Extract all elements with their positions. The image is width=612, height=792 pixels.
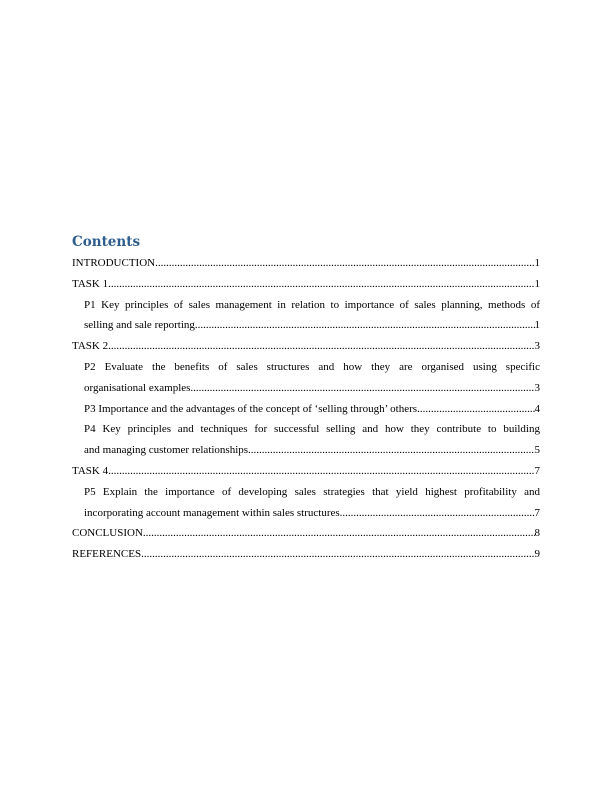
toc-entry-label: organisational examples: [84, 381, 191, 394]
toc-entry-task-1[interactable]: [72, 274, 540, 295]
toc-page-number: 1: [534, 277, 540, 290]
toc-entry-first-line: P5 Explain the importance of developing sales strategies that yield highest profitability and: [84, 485, 540, 498]
toc-page-number: 1: [534, 257, 540, 269]
toc-leader-dots: [195, 315, 535, 336]
toc-entry-p2[interactable]: [72, 357, 540, 399]
toc-page-number: 5: [534, 444, 540, 457]
toc-entry-label: CONCLUSION: [72, 527, 143, 540]
toc-entry-p5[interactable]: [72, 482, 540, 524]
toc-page-number: 3: [534, 381, 540, 394]
toc-leader-dots: [141, 544, 534, 565]
toc-page-number: 3: [534, 340, 540, 353]
toc-heading: Contents: [72, 234, 141, 250]
toc-entry-label: selling and sale reporting: [84, 319, 195, 332]
toc-leader-dots: [190, 378, 534, 399]
toc-page-number: 7: [534, 464, 540, 477]
toc-page-number: 9: [534, 548, 540, 561]
toc-leader-dots: [248, 440, 534, 461]
toc-entry-p3[interactable]: [72, 399, 540, 420]
toc-page-number: 7: [534, 506, 540, 519]
toc-entry-task-4[interactable]: [72, 461, 540, 482]
toc-leader-dots: [155, 253, 534, 274]
toc-entry-label: P3 Importance and the advantages of the concept of ‘selling through’ others: [84, 402, 418, 415]
toc-entry-label: and managing customer relationships: [84, 444, 249, 457]
toc-entry-references[interactable]: [72, 544, 540, 565]
toc-entry-label: TASK 4: [72, 464, 109, 477]
toc-page-number: 8: [534, 527, 540, 540]
toc-entry-first-line: P2 Evaluate the benefits of sales structures and how they are organised using specific: [84, 360, 540, 373]
toc-leader-dots: [108, 461, 534, 482]
toc-page-number: 4: [534, 402, 540, 415]
toc-entry-introduction[interactable]: [72, 253, 540, 274]
toc-leader-dots: [108, 336, 534, 357]
toc-entry-label: INTRODUCTION: [72, 257, 156, 269]
toc-leader-dots: [108, 274, 534, 295]
toc-page-number: 1: [534, 319, 540, 332]
toc-entry-p1[interactable]: [72, 295, 540, 337]
toc-entry-conclusion[interactable]: [72, 523, 540, 544]
toc-entry-first-line: P1 Key principles of sales management in relation to importance of sales planning, methods of: [84, 298, 540, 311]
toc-entry-p4[interactable]: [72, 419, 540, 461]
toc-entry-task-2[interactable]: [72, 336, 540, 357]
toc-entry-label: incorporating account management within sales structures: [84, 506, 340, 519]
toc-entry-label: TASK 2: [72, 340, 109, 353]
toc-leader-dots: [417, 399, 534, 420]
toc-leader-dots: [340, 503, 535, 524]
toc-entry-label: REFERENCES: [72, 548, 142, 561]
toc-leader-dots: [143, 523, 535, 544]
toc-entry-first-line: P4 Key principles and techniques for successful selling and how they contribute to building: [84, 423, 540, 436]
table-of-contents: [72, 233, 540, 565]
toc-entry-label: TASK 1: [72, 277, 109, 290]
